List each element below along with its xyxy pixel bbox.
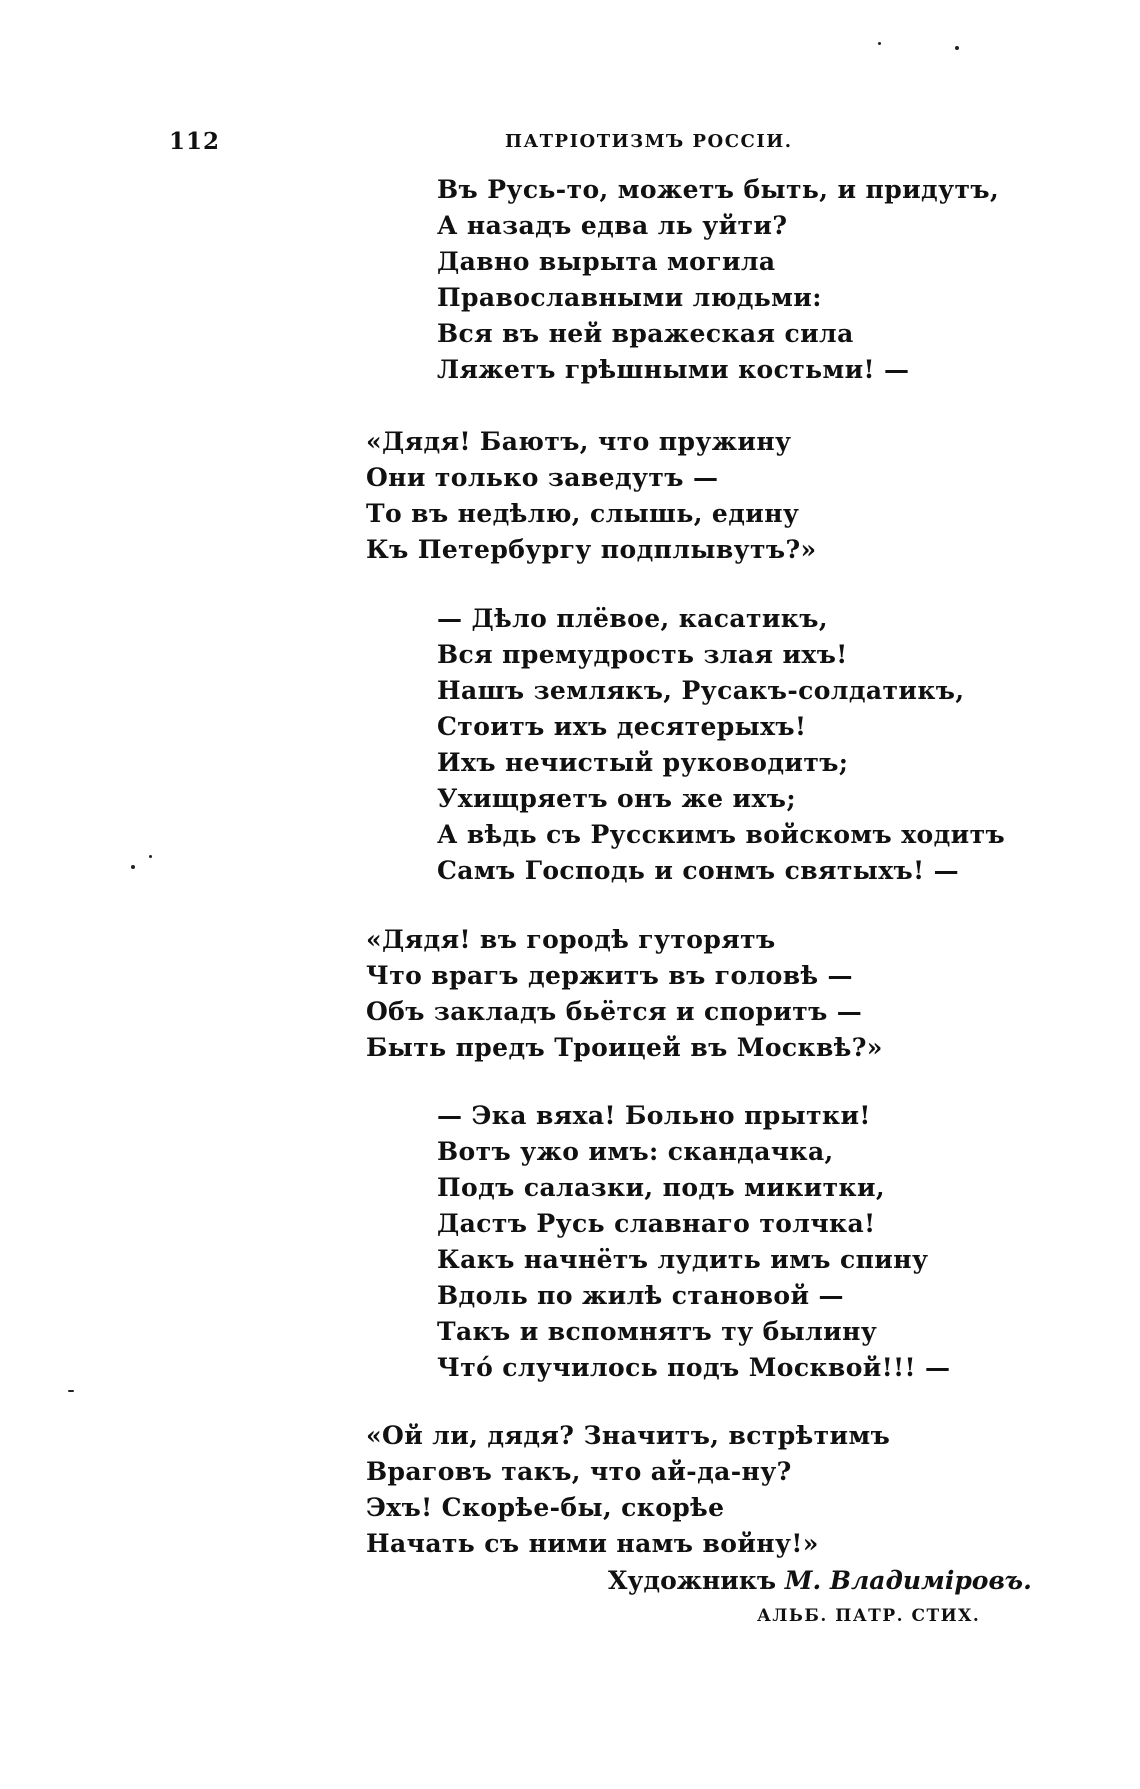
verse-line: — Эка вяха! Больно прытки! (437, 1101, 871, 1130)
scan-speck (955, 46, 959, 50)
verse-line: То въ недѣлю, слышь, едину (366, 499, 800, 528)
verse-line: «Дядя! въ городѣ гуторятъ (366, 925, 776, 954)
verse-line: Вся въ ней вражеская сила (437, 319, 854, 348)
stanza-1 (437, 172, 999, 388)
verse-line: Что врагъ держитъ въ головѣ — (366, 961, 853, 990)
stanza-4 (366, 922, 883, 1066)
verse-line: Дастъ Русь славнаго толчка! (437, 1209, 876, 1238)
signature-prefix: Художникъ (608, 1566, 777, 1595)
scan-speck (149, 855, 152, 858)
scan-speck (878, 42, 881, 45)
verse-line: Православными людьми: (437, 283, 822, 312)
verse-line: Къ Петербургу подплывутъ?» (366, 535, 817, 564)
verse-line: Быть предъ Троицей въ Москвѣ?» (366, 1033, 883, 1062)
verse-line: Давно вырыта могила (437, 247, 776, 276)
running-title: ПАТРІОТИЗМЪ РОССІИ. (505, 131, 793, 152)
verse-line: Вдоль по жилѣ становой — (437, 1281, 844, 1310)
verse-line: Ухищряетъ онъ же ихъ; (437, 784, 796, 813)
verse-line: Какъ начнётъ лудить имъ спину (437, 1245, 929, 1274)
verse-line: Подъ салазки, подъ микитки, (437, 1173, 885, 1202)
verse-line: Эхъ! Скорѣе-бы, скорѣе (366, 1493, 725, 1522)
verse-line: Они только заведутъ — (366, 463, 719, 492)
verse-line: Начать съ ними намъ войну!» (366, 1529, 819, 1558)
author-name: М. Владиміровъ. (784, 1566, 1032, 1595)
author-signature (608, 1566, 1032, 1595)
stanza-5 (437, 1098, 950, 1386)
verse-line: «Дядя! Баютъ, что пружину (366, 427, 792, 456)
verse-line: А вѣдь съ Русскимъ войскомъ ходитъ (437, 820, 1006, 849)
verse-line: Вотъ ужо имъ: скандачка, (437, 1137, 834, 1166)
stanza-6 (366, 1418, 890, 1562)
scan-speck (68, 1390, 74, 1392)
verse-line: Въ Русь-то, можетъ быть, и придутъ, (437, 175, 1000, 204)
stanza-3 (437, 601, 1005, 889)
verse-line: Ляжетъ грѣшными костьми! — (437, 355, 910, 384)
stanza-2 (366, 424, 817, 568)
verse-line: Ихъ нечистый руководитъ; (437, 748, 849, 777)
verse-line: Нашъ землякъ, Русакъ-солдатикъ, (437, 676, 965, 705)
verse-line: Чтó случилось подъ Москвой!!! — (437, 1353, 951, 1382)
verse-line: Такъ и вспомнятъ ту былину (437, 1317, 878, 1346)
verse-line: Враговъ такъ, что ай-да-ну? (366, 1457, 792, 1486)
verse-line: — Дѣло плёвое, касатикъ, (437, 604, 828, 633)
verse-line: «Ой ли, дядя? Значитъ, встрѣтимъ (366, 1421, 891, 1450)
verse-line: Стоитъ ихъ десятерыхъ! (437, 712, 807, 741)
verse-line: А назадъ едва ль уйти? (437, 211, 788, 240)
scan-speck (131, 865, 135, 869)
verse-line: Самъ Господь и сонмъ святыхъ! — (437, 856, 959, 885)
page-number: 112 (169, 128, 221, 155)
source-note: АЛЬБ. ПАТР. СТИХ. (757, 1606, 981, 1626)
verse-line: Вся премудрость злая ихъ! (437, 640, 848, 669)
verse-line: Объ закладъ бьётся и споритъ — (366, 997, 863, 1026)
